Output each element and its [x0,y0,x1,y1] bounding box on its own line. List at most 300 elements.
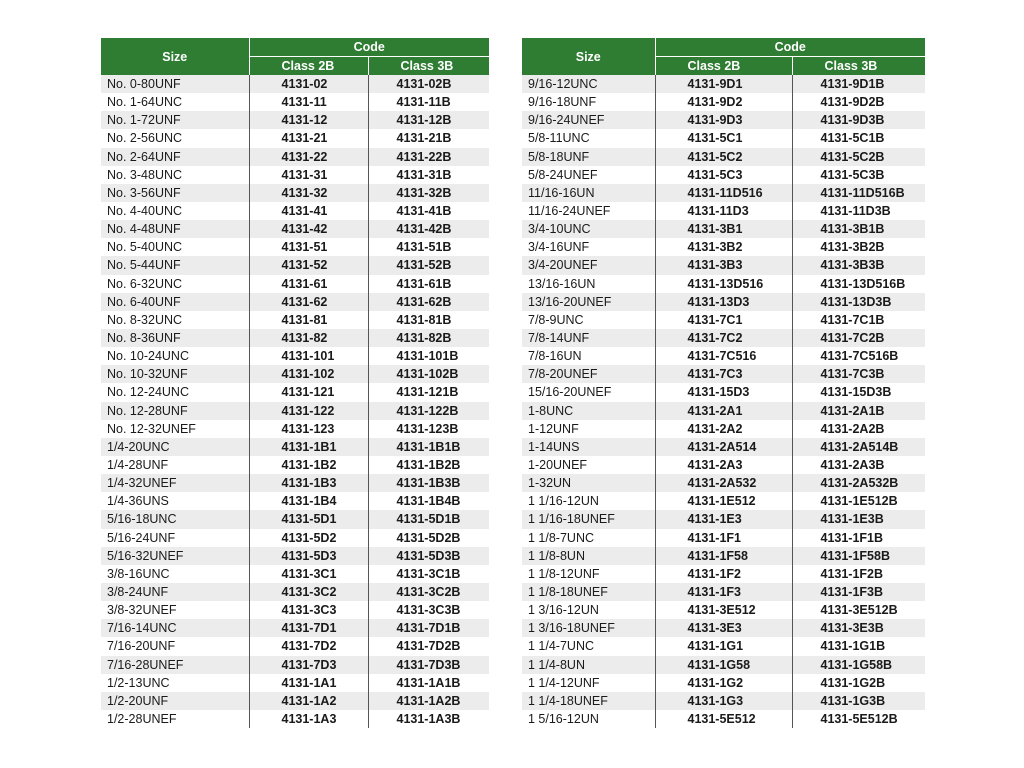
class-3b-cell: 4131-21B [368,129,489,147]
class-2b-cell: 4131-13D3 [655,293,792,311]
class-2b-cell: 4131-62 [249,293,368,311]
class-2b-cell: 4131-3C3 [249,601,368,619]
size-cell: No. 10-24UNC [101,347,249,365]
class-2b-cell: 4131-7C1 [655,311,792,329]
class-2b-cell: 4131-9D2 [655,93,792,111]
size-cell: 7/16-20UNF [101,637,249,655]
class-2b-cell: 4131-1F1 [655,529,792,547]
class-2b-cell: 4131-1A1 [249,674,368,692]
table-row [522,510,925,528]
size-cell: 1 5/16-12UN [522,710,655,728]
class-3b-cell: 4131-11D516B [792,184,925,202]
class-3b-cell: 4131-7C2B [792,329,925,347]
table-row [522,148,925,166]
class-3b-cell: 4131-31B [368,166,489,184]
class-2b-cell: 4131-3B1 [655,220,792,238]
table-row [101,510,489,528]
class-2b-cell: 4131-52 [249,256,368,274]
table-row [522,111,925,129]
size-cell: 7/16-28UNEF [101,656,249,674]
table-row [101,238,489,256]
table-row [522,383,925,401]
class-3b-cell: 4131-121B [368,383,489,401]
table-row [101,656,489,674]
class-3b-cell: 4131-122B [368,402,489,420]
class-3b-cell: 4131-3C3B [368,601,489,619]
size-cell: 5/8-24UNEF [522,166,655,184]
table-row [101,75,489,93]
class-3b-cell: 4131-1B1B [368,438,489,456]
size-cell: 1 1/8-18UNEF [522,583,655,601]
class-2b-cell: 4131-82 [249,329,368,347]
class-3b-header: Class 3B [368,57,489,76]
size-cell: 9/16-12UNC [522,75,655,93]
size-cell: 1 3/16-12UN [522,601,655,619]
class-3b-cell: 4131-3C2B [368,583,489,601]
table-row [101,420,489,438]
class-2b-cell: 4131-1B3 [249,474,368,492]
size-cell: 5/16-24UNF [101,529,249,547]
class-3b-cell: 4131-22B [368,148,489,166]
size-cell: 15/16-20UNEF [522,383,655,401]
class-2b-cell: 4131-1A2 [249,692,368,710]
size-cell: No. 1-72UNF [101,111,249,129]
class-2b-cell: 4131-2A532 [655,474,792,492]
table-row [522,275,925,293]
table-row [522,456,925,474]
size-cell: 11/16-24UNEF [522,202,655,220]
size-cell: 1 1/16-18UNEF [522,510,655,528]
class-3b-cell: 4131-123B [368,420,489,438]
size-cell: No. 4-40UNC [101,202,249,220]
size-cell: 1 1/4-12UNF [522,674,655,692]
size-cell: 1/4-20UNC [101,438,249,456]
table-row [522,402,925,420]
table-row [101,456,489,474]
table-header [101,38,489,75]
class-2b-cell: 4131-122 [249,402,368,420]
table-row [101,529,489,547]
class-2b-cell: 4131-9D3 [655,111,792,129]
class-3b-cell: 4131-15D3B [792,383,925,401]
table-row [522,583,925,601]
class-2b-cell: 4131-1G1 [655,637,792,655]
table-row [522,637,925,655]
size-cell: 7/8-9UNC [522,311,655,329]
size-cell: No. 4-48UNF [101,220,249,238]
table-row [522,311,925,329]
size-cell: 1-12UNF [522,420,655,438]
class-2b-cell: 4131-61 [249,275,368,293]
class-3b-cell: 4131-1A3B [368,710,489,728]
table-row [101,111,489,129]
code-header: Code [655,38,925,57]
class-3b-cell: 4131-101B [368,347,489,365]
table-row [522,93,925,111]
class-2b-cell: 4131-101 [249,347,368,365]
table-row [101,710,489,728]
class-3b-cell: 4131-7C516B [792,347,925,365]
table-row [522,329,925,347]
class-3b-cell: 4131-1F1B [792,529,925,547]
table-row [522,692,925,710]
class-3b-cell: 4131-1E512B [792,492,925,510]
class-3b-cell: 4131-9D3B [792,111,925,129]
table-row [522,438,925,456]
size-cell: 9/16-18UNF [522,93,655,111]
class-2b-cell: 4131-15D3 [655,383,792,401]
table-row [522,256,925,274]
class-2b-cell: 4131-7D1 [249,619,368,637]
class-3b-cell: 4131-3C1B [368,565,489,583]
class-3b-cell: 4131-1F58B [792,547,925,565]
class-3b-cell: 4131-9D2B [792,93,925,111]
table-row [522,601,925,619]
table-row [101,129,489,147]
class-2b-cell: 4131-42 [249,220,368,238]
class-3b-header: Class 3B [792,57,925,76]
table-row [522,565,925,583]
class-3b-cell: 4131-5C3B [792,166,925,184]
size-cell: No. 2-56UNC [101,129,249,147]
class-3b-cell: 4131-1B4B [368,492,489,510]
class-2b-cell: 4131-5C3 [655,166,792,184]
class-3b-cell: 4131-5E512B [792,710,925,728]
size-cell: 1 1/4-18UNEF [522,692,655,710]
size-cell: 1/2-20UNF [101,692,249,710]
class-2b-cell: 4131-3C1 [249,565,368,583]
size-cell: 5/8-11UNC [522,129,655,147]
class-2b-cell: 4131-1B2 [249,456,368,474]
table-row [101,329,489,347]
size-cell: 1 1/4-7UNC [522,637,655,655]
table-row [101,583,489,601]
table-row [101,184,489,202]
table-row [522,420,925,438]
table-header [522,38,925,75]
class-3b-cell: 4131-2A514B [792,438,925,456]
class-2b-cell: 4131-1E512 [655,492,792,510]
class-3b-cell: 4131-5D3B [368,547,489,565]
class-2b-cell: 4131-7D2 [249,637,368,655]
class-2b-cell: 4131-5C2 [655,148,792,166]
class-2b-cell: 4131-9D1 [655,75,792,93]
class-2b-cell: 4131-5C1 [655,129,792,147]
size-cell: 3/4-20UNEF [522,256,655,274]
class-3b-cell: 4131-3E512B [792,601,925,619]
class-3b-cell: 4131-1F3B [792,583,925,601]
table-row [101,692,489,710]
table-row [101,637,489,655]
class-2b-cell: 4131-1F58 [655,547,792,565]
table-row [101,402,489,420]
class-3b-cell: 4131-1G2B [792,674,925,692]
size-cell: No. 12-28UNF [101,402,249,420]
size-cell: No. 5-44UNF [101,256,249,274]
table-row [101,383,489,401]
table-body [522,75,925,728]
class-2b-cell: 4131-02 [249,75,368,93]
size-cell: No. 8-32UNC [101,311,249,329]
size-cell: 3/8-32UNEF [101,601,249,619]
size-cell: 3/8-16UNC [101,565,249,583]
size-cell: 1-20UNEF [522,456,655,474]
class-2b-cell: 4131-22 [249,148,368,166]
class-3b-cell: 4131-12B [368,111,489,129]
table-row [522,202,925,220]
class-2b-header: Class 2B [249,57,368,76]
class-3b-cell: 4131-2A532B [792,474,925,492]
size-cell: No. 10-32UNF [101,365,249,383]
class-3b-cell: 4131-9D1B [792,75,925,93]
class-3b-cell: 4131-1B2B [368,456,489,474]
size-cell: 7/8-14UNF [522,329,655,347]
class-3b-cell: 4131-1G3B [792,692,925,710]
class-2b-cell: 4131-121 [249,383,368,401]
class-3b-cell: 4131-7C3B [792,365,925,383]
class-2b-cell: 4131-3C2 [249,583,368,601]
size-cell: 13/16-20UNEF [522,293,655,311]
class-3b-cell: 4131-1F2B [792,565,925,583]
size-cell: 1-14UNS [522,438,655,456]
class-3b-cell: 4131-41B [368,202,489,220]
class-2b-cell: 4131-31 [249,166,368,184]
size-cell: 1 3/16-18UNEF [522,619,655,637]
class-2b-cell: 4131-2A1 [655,402,792,420]
table-row [101,619,489,637]
class-2b-cell: 4131-5D2 [249,529,368,547]
class-3b-cell: 4131-82B [368,329,489,347]
size-cell: No. 8-36UNF [101,329,249,347]
size-cell: 3/8-24UNF [101,583,249,601]
class-2b-cell: 4131-11D3 [655,202,792,220]
class-2b-cell: 4131-81 [249,311,368,329]
class-3b-cell: 4131-5D2B [368,529,489,547]
class-3b-cell: 4131-62B [368,293,489,311]
size-cell: No. 2-64UNF [101,148,249,166]
table-row [522,293,925,311]
class-3b-cell: 4131-13D3B [792,293,925,311]
size-cell: 5/16-32UNEF [101,547,249,565]
class-2b-cell: 4131-5D1 [249,510,368,528]
table-row [101,293,489,311]
size-cell: 11/16-16UN [522,184,655,202]
table-row [101,202,489,220]
class-3b-cell: 4131-1G58B [792,656,925,674]
class-3b-cell: 4131-2A3B [792,456,925,474]
class-2b-cell: 4131-5D3 [249,547,368,565]
table-row [101,93,489,111]
table-row [101,547,489,565]
table-body [101,75,489,728]
class-3b-cell: 4131-2A1B [792,402,925,420]
table-row [101,438,489,456]
class-3b-cell: 4131-5D1B [368,510,489,528]
table-row [101,166,489,184]
table-row [101,347,489,365]
table-row [101,674,489,692]
class-2b-cell: 4131-7D3 [249,656,368,674]
size-cell: 1 1/16-12UN [522,492,655,510]
size-cell: 1/4-36UNS [101,492,249,510]
class-2b-cell: 4131-3E512 [655,601,792,619]
size-cell: 1-8UNC [522,402,655,420]
table-row [522,529,925,547]
size-cell: No. 3-48UNC [101,166,249,184]
class-2b-cell: 4131-2A3 [655,456,792,474]
class-2b-cell: 4131-3B3 [655,256,792,274]
class-3b-cell: 4131-81B [368,311,489,329]
class-3b-cell: 4131-3E3B [792,619,925,637]
table-row [101,256,489,274]
class-2b-cell: 4131-51 [249,238,368,256]
class-3b-cell: 4131-2A2B [792,420,925,438]
class-2b-cell: 4131-2A2 [655,420,792,438]
table-row [522,656,925,674]
table-row [522,547,925,565]
table-row [101,220,489,238]
table-row [522,238,925,256]
class-2b-cell: 4131-1B1 [249,438,368,456]
table-row [101,474,489,492]
class-3b-cell: 4131-102B [368,365,489,383]
table-row [522,492,925,510]
class-2b-cell: 4131-102 [249,365,368,383]
class-2b-cell: 4131-41 [249,202,368,220]
class-3b-cell: 4131-7D3B [368,656,489,674]
class-2b-cell: 4131-2A514 [655,438,792,456]
class-2b-cell: 4131-1B4 [249,492,368,510]
size-cell: 1 1/8-12UNF [522,565,655,583]
size-cell: 3/4-10UNC [522,220,655,238]
class-3b-cell: 4131-52B [368,256,489,274]
class-3b-cell: 4131-11D3B [792,202,925,220]
size-cell: 1/4-28UNF [101,456,249,474]
class-2b-cell: 4131-21 [249,129,368,147]
size-cell: 9/16-24UNEF [522,111,655,129]
class-3b-cell: 4131-7D1B [368,619,489,637]
table-row [522,347,925,365]
class-2b-cell: 4131-7C3 [655,365,792,383]
size-cell: No. 3-56UNF [101,184,249,202]
size-cell: No. 6-32UNC [101,275,249,293]
table-row [522,474,925,492]
size-cell: No. 12-32UNEF [101,420,249,438]
class-2b-cell: 4131-32 [249,184,368,202]
class-2b-cell: 4131-7C2 [655,329,792,347]
class-3b-cell: 4131-1A1B [368,674,489,692]
size-cell: 1 1/8-8UN [522,547,655,565]
size-cell: 5/8-18UNF [522,148,655,166]
class-2b-cell: 4131-1G2 [655,674,792,692]
class-3b-cell: 4131-3B1B [792,220,925,238]
size-cell: 7/16-14UNC [101,619,249,637]
table-row [522,365,925,383]
thread-code-table-left [101,38,489,728]
class-3b-cell: 4131-32B [368,184,489,202]
table-row [522,75,925,93]
class-2b-header: Class 2B [655,57,792,76]
class-3b-cell: 4131-13D516B [792,275,925,293]
class-2b-cell: 4131-1G58 [655,656,792,674]
class-3b-cell: 4131-7C1B [792,311,925,329]
class-3b-cell: 4131-3B2B [792,238,925,256]
class-3b-cell: 4131-02B [368,75,489,93]
table-row [101,275,489,293]
class-3b-cell: 4131-5C1B [792,129,925,147]
table-row [522,619,925,637]
class-2b-cell: 4131-3B2 [655,238,792,256]
class-3b-cell: 4131-11B [368,93,489,111]
class-3b-cell: 4131-1B3B [368,474,489,492]
class-3b-cell: 4131-7D2B [368,637,489,655]
size-header: Size [101,38,249,75]
class-2b-cell: 4131-7C516 [655,347,792,365]
class-3b-cell: 4131-1A2B [368,692,489,710]
table-row [522,220,925,238]
class-3b-cell: 4131-61B [368,275,489,293]
size-cell: 7/8-20UNEF [522,365,655,383]
class-3b-cell: 4131-3B3B [792,256,925,274]
table-row [101,601,489,619]
class-2b-cell: 4131-1E3 [655,510,792,528]
class-2b-cell: 4131-1A3 [249,710,368,728]
class-3b-cell: 4131-51B [368,238,489,256]
class-2b-cell: 4131-11D516 [655,184,792,202]
class-2b-cell: 4131-1F2 [655,565,792,583]
class-2b-cell: 4131-11 [249,93,368,111]
table-row [522,674,925,692]
class-3b-cell: 4131-5C2B [792,148,925,166]
size-header: Size [522,38,655,75]
size-cell: 5/16-18UNC [101,510,249,528]
size-cell: No. 12-24UNC [101,383,249,401]
table-row [101,565,489,583]
size-cell: 3/4-16UNF [522,238,655,256]
class-3b-cell: 4131-42B [368,220,489,238]
class-2b-cell: 4131-1F3 [655,583,792,601]
size-cell: 1/4-32UNEF [101,474,249,492]
class-2b-cell: 4131-12 [249,111,368,129]
size-cell: No. 0-80UNF [101,75,249,93]
size-cell: No. 1-64UNC [101,93,249,111]
size-cell: 1/2-28UNEF [101,710,249,728]
size-cell: 13/16-16UN [522,275,655,293]
class-2b-cell: 4131-1G3 [655,692,792,710]
table-row [522,129,925,147]
table-row [522,184,925,202]
table-row [101,148,489,166]
table-row [522,166,925,184]
size-cell: No. 6-40UNF [101,293,249,311]
size-cell: 1/2-13UNC [101,674,249,692]
table-row [101,492,489,510]
table-row [101,311,489,329]
size-cell: 1 1/4-8UN [522,656,655,674]
size-cell: 7/8-16UN [522,347,655,365]
class-2b-cell: 4131-123 [249,420,368,438]
class-3b-cell: 4131-1E3B [792,510,925,528]
thread-code-table-right [522,38,925,728]
table-row [101,365,489,383]
size-cell: No. 5-40UNC [101,238,249,256]
table-row [522,710,925,728]
size-cell: 1 1/8-7UNC [522,529,655,547]
class-2b-cell: 4131-5E512 [655,710,792,728]
class-2b-cell: 4131-13D516 [655,275,792,293]
class-2b-cell: 4131-3E3 [655,619,792,637]
class-3b-cell: 4131-1G1B [792,637,925,655]
